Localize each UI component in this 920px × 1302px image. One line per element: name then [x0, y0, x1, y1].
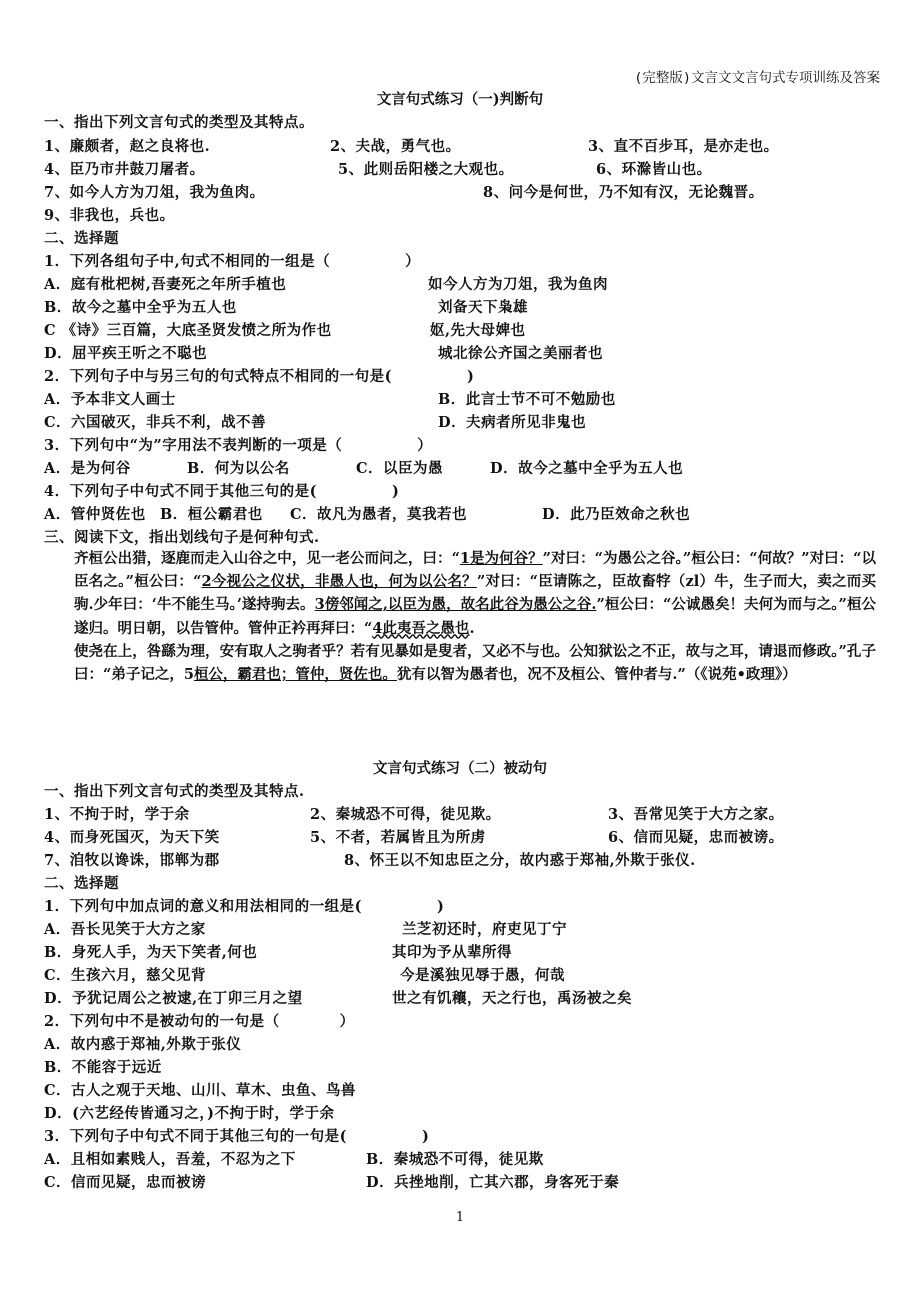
s1-q3: 3．下列句中“为”字用法不表判断的一项是（ ）: [44, 437, 433, 454]
s2-q2-opt-d: D．(六艺经传皆通习之，)不拘于时，学于余: [44, 1105, 335, 1122]
s1-item-3: 3、直不百步耳，是亦走也。: [588, 138, 779, 155]
s2-item-6: 6、信而见疑，忠而被谤。: [608, 829, 784, 846]
s1-item-8: 8、问今是何世，乃不知有汉，无论魏晋。: [483, 184, 764, 201]
s1-q1-opt-a: A．庭有枇杷树,吾妻死之年所手植也: [44, 276, 287, 293]
underlined-sentence-5: 桓公，霸君也；管仲，贤佐也。: [193, 666, 397, 684]
s1-item-9: 9、非我也，兵也。: [44, 207, 175, 224]
s1-part2-heading: 二、选择题: [44, 230, 119, 247]
s2-q1-opt-c: C．生孩六月，慈父见背: [44, 967, 207, 984]
s2-item-4: 4、而身死国灭，为天下笑: [44, 829, 220, 846]
s1-part3-heading: 三、阅读下文，指出划线句子是何种句式.: [44, 529, 320, 546]
s1-q2-opt-a: A．予本非文人画士: [44, 391, 176, 408]
s1-q1-opt-c2: 妪,先大母婢也: [430, 322, 526, 339]
s1-q1-opt-a2: 如今人方为刀俎，我为鱼肉: [428, 276, 608, 293]
s2-item-5: 5、不者，若属皆且为所虏: [310, 829, 486, 846]
s1-q4-opt-c: C．故凡为愚者，莫我若也: [290, 506, 468, 523]
s1-q1: 1．下列各组句子中,句式不相同的一组是（ ）: [44, 253, 421, 270]
s2-item-1: 1、不拘于时，学于余: [44, 806, 190, 823]
s1-item-4: 4、臣乃市井鼓刀屠者。: [44, 161, 205, 178]
document-header: (完整版)文言文文言句式专项训练及答案: [634, 70, 880, 86]
s2-q3-opt-c: C．信而见疑，忠而被谤: [44, 1174, 207, 1191]
s2-q2-opt-a: A．故内惑于郑袖,外欺于张仪: [44, 1036, 242, 1053]
s2-q3-opt-d: D．兵挫地削，亡其六郡，身客死于秦: [366, 1174, 620, 1191]
s2-item-3: 3、吾常见笑于大方之家。: [608, 806, 784, 823]
s1-item-5: 5、此则岳阳楼之大观也。: [338, 161, 514, 178]
s2-part1-heading: 一、指出下列文言句式的类型及其特点.: [44, 783, 305, 800]
s1-passage-paragraph-2: [44, 640, 876, 686]
s2-q1-opt-b2: 其印为予从辈所得: [392, 944, 512, 961]
underlined-sentence-2: 2今视公之仪状，非愚人也，何为以公名？: [201, 573, 477, 591]
s1-q2-opt-d: D．夫病者所见非鬼也: [438, 414, 587, 431]
s1-q4: 4．下列句子中句式不同于其他三句的是( ): [44, 483, 400, 500]
s1-q3-opt-a: A．是为何谷: [44, 460, 131, 477]
s2-part2-heading: 二、选择题: [44, 875, 119, 892]
s1-q3-opt-b: B．何为以公名: [187, 460, 290, 477]
s2-q2-opt-c: C．古人之观于天地、山川、草木、虫鱼、鸟兽: [44, 1082, 357, 1099]
s1-q2: 2．下列句子中与另三句的句式特点不相同的一句是( ): [44, 368, 475, 385]
s1-q1-opt-d: D．屈平疾王听之不聪也: [44, 345, 208, 362]
s2-q1-opt-d2: 世之有饥穰，天之行也，禹汤被之矣: [392, 990, 632, 1007]
page-number: 1: [455, 1210, 465, 1225]
s1-q1-opt-d2: 城北徐公齐国之美丽者也: [438, 345, 603, 362]
passage-text: 犹有以智为愚者也，况不及桓公、管仲者与.”（《说苑•政理》）: [396, 666, 797, 684]
s2-q1-opt-d: D．予犹记周公之被逮,在丁卯三月之望: [44, 990, 303, 1007]
underlined-sentence-1: 1是为何谷？: [459, 550, 543, 567]
s1-item-2: 2、夫战，勇气也。: [330, 138, 461, 155]
s2-item-7: 7、洎牧以谗诛，邯郸为郡: [44, 852, 220, 869]
passage-text: .: [469, 619, 475, 637]
s2-q3-opt-b: B．秦城恐不可得，徒见欺: [366, 1151, 544, 1168]
passage-text: 齐桓公出猎，逐鹿而走入山谷之中，见一老公而问之，曰：“: [74, 550, 460, 567]
passage-text: ”对曰：“臣请陈之，臣故畜牸（zl）牛，生子而大，卖之而买驹.少年曰：‘牛不能生马。’遂持驹去。: [74, 573, 876, 614]
section1-title: 文言句式练习（一)判断句: [376, 91, 544, 108]
s2-item-8: 8、怀王以不知忠臣之分，故内惑于郑袖,外欺于张仪.: [344, 852, 696, 869]
s1-q2-opt-b: B．此言士节不可不勉励也: [438, 391, 616, 408]
underlined-sentence-4: 4此夷吾之愚也: [372, 619, 470, 637]
s1-q4-opt-b: B．桓公霸君也: [160, 506, 263, 523]
s1-part1-heading: 一、指出下列文言句式的类型及其特点。: [44, 114, 314, 131]
s2-q2: 2．下列句中不是被动句的一句是（ ）: [44, 1013, 355, 1030]
s2-q2-opt-b: B．不能容于远近: [44, 1059, 162, 1076]
s1-item-1: 1、廉颇者，赵之良将也.: [44, 138, 211, 155]
s1-q1-opt-b: B．故今之墓中全乎为五人也: [44, 299, 237, 316]
s2-q1-opt-a2: 兰芝初还时，府吏见丁宁: [402, 921, 567, 938]
s2-q1: 1．下列句中加点词的意义和用法相同的一组是( ): [44, 898, 445, 915]
s2-item-2: 2、秦城恐不可得，徒见欺。: [310, 806, 501, 823]
s2-q3-opt-a: A．且相如素贱人，吾羞，不忍为之下: [44, 1151, 296, 1168]
s1-passage-paragraph-1: [44, 547, 876, 640]
s1-q1-opt-c: C 《诗》三百篇，大底圣贤发愤之所为作也: [44, 322, 332, 339]
s1-item-7: 7、如今人方为刀俎，我为鱼肉。: [44, 184, 265, 201]
s1-q4-opt-d: D．此乃臣效命之秋也: [542, 506, 691, 523]
s1-q3-opt-c: C．以臣为愚: [356, 460, 444, 477]
underlined-sentence-3: 3傍邻闻之,以臣为愚，故名此谷为愚公之谷.: [314, 596, 597, 614]
s1-q2-opt-c: C．六国破灭，非兵不利，战不善: [44, 414, 267, 431]
passage-text: ”对曰：“为愚公之谷。”桓公曰：“何故？”对曰：“以臣名之。”桓公曰：“: [74, 550, 877, 591]
section2-title: 文言句式练习（二）被动句: [373, 760, 547, 777]
s1-q1-opt-b2: 刘备天下枭雄: [438, 299, 528, 316]
s1-q3-opt-d: D．故今之墓中全乎为五人也: [490, 460, 684, 477]
s2-q3: 3．下列句子中句式不同于其他三句的一句是( ): [44, 1128, 430, 1145]
s1-item-6: 6、环滁皆山也。: [596, 161, 712, 178]
s1-reading-passage: [44, 547, 876, 686]
s1-q4-opt-a: A．管仲贤佐也: [44, 506, 146, 523]
passage-text: 使尧在上，咎繇为理，安有取人之驹者乎？若有见暴如是叟者，又必不与也。公知狱讼之不正，故与之耳，请退而修政。”孔子曰：“弟子记之，5: [74, 642, 876, 684]
s2-q1-opt-a: A．吾长见笑于大方之家: [44, 921, 206, 938]
s2-q1-opt-c2: 今是溪独见辱于愚，何哉: [400, 967, 565, 984]
passage-text: ”桓公曰：“公诚愚矣！夫何为而与之。”桓公遂归。明日朝，以告管仲。管仲正衿再拜曰：“: [74, 596, 876, 637]
s2-q1-opt-b: B．身死人手，为天下笑者,何也: [44, 944, 258, 961]
